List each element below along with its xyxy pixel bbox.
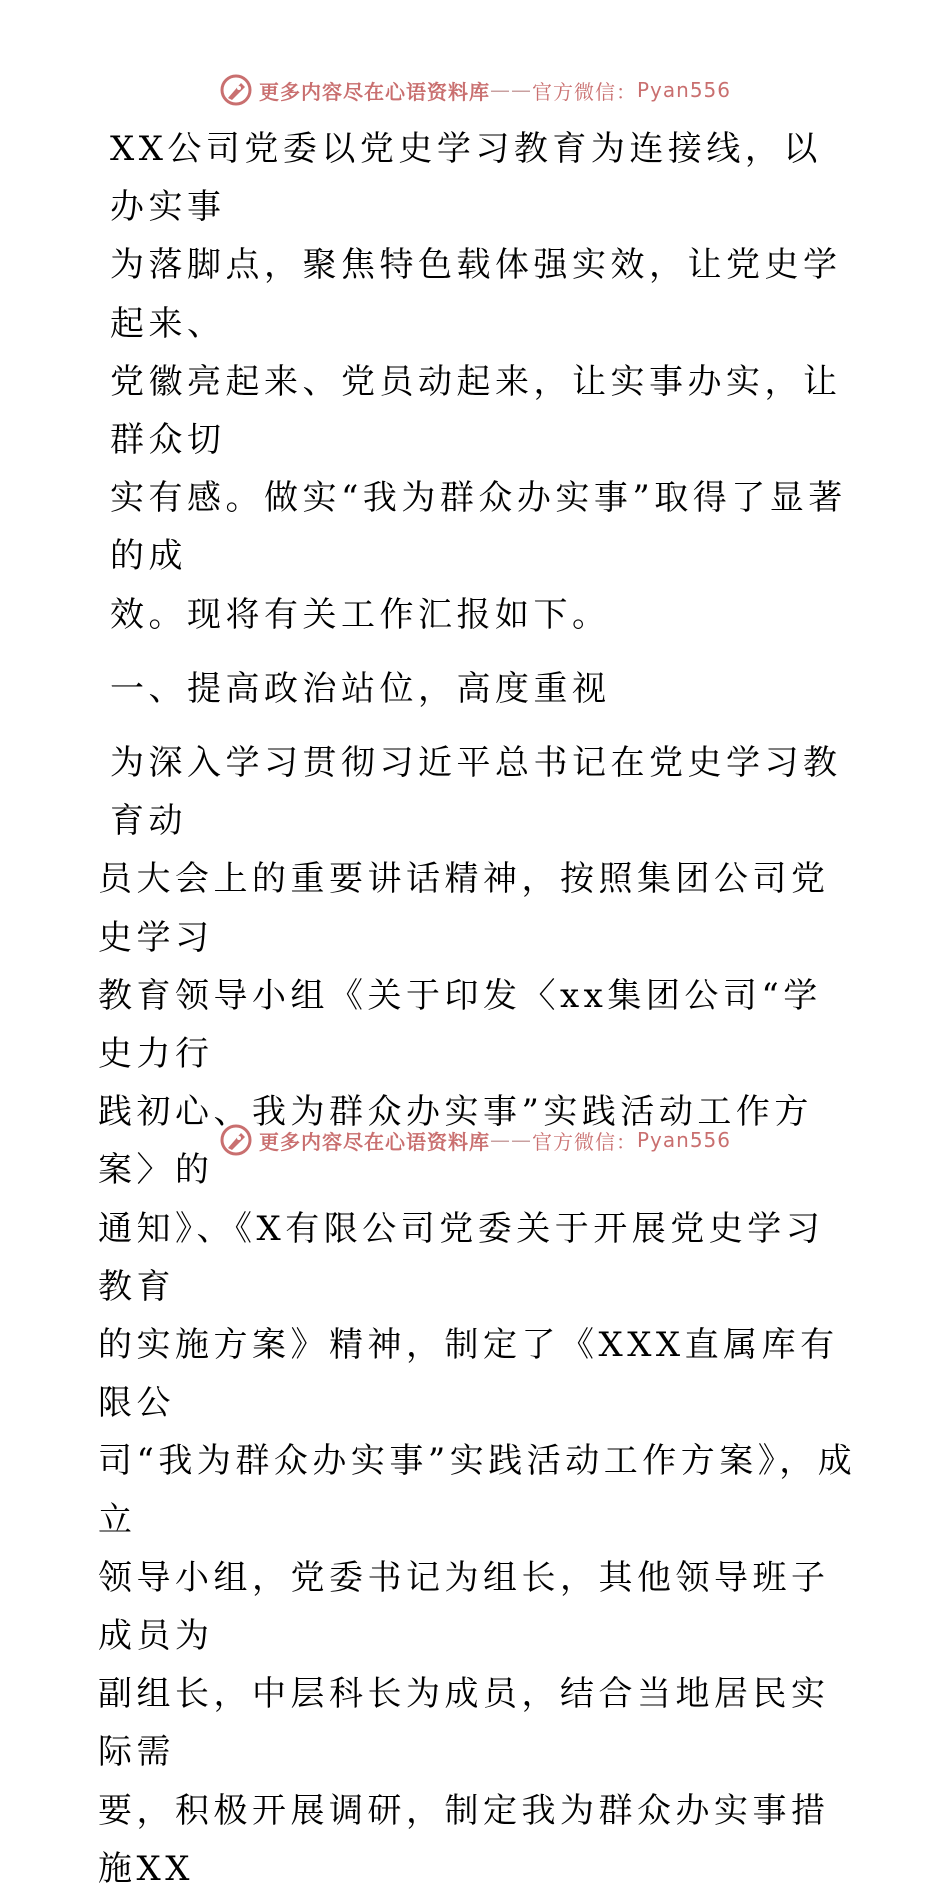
pen-nib-circle-logo-icon	[219, 1123, 253, 1157]
text-line: 员大会上的重要讲话精神，按照集团公司党史学习	[98, 859, 830, 958]
text-line: 一、提高政治站位，高度重视	[110, 668, 611, 709]
text-line: XX公司党委以党史学习教育为连接线，以办实事	[110, 129, 822, 228]
text-line: 通知》、《X有限公司党委关于开展党史学习教育	[98, 1208, 825, 1307]
text-line: 为落脚点，聚焦特色载体强实效，让党史学起来、	[110, 245, 842, 344]
banner-dash: ——	[489, 78, 532, 102]
text-line: 为深入学习贯彻习近平总书记在党史学习教育动	[110, 743, 842, 842]
text-line: 领导小组，党委书记为组长，其他领导班子成员为	[98, 1557, 830, 1657]
document-body	[98, 120, 858, 1898]
text-line: 效。现将有关工作汇报如下。	[110, 594, 611, 635]
pen-nib-circle-logo-icon	[219, 73, 253, 107]
banner-site-name: 更多内容尽在心语资料库	[258, 1129, 490, 1154]
text-line: 实有感。做实“我为群众办实事”取得了显著的成	[110, 478, 847, 577]
banner-dash: ——	[489, 1128, 532, 1152]
footer-watermark-banner	[0, 1120, 950, 1160]
text-line: 践初心、我为群众办实事”实践活动工作方案〉的	[98, 1092, 813, 1191]
banner-official-label: 官方微信：	[531, 1129, 637, 1154]
text-line: 党徽亮起来、党员动起来，让实事办实，让群众切	[110, 361, 842, 461]
text-line: 的实施方案》精神，制定了《XXX直属库有限公	[98, 1325, 839, 1424]
banner-official-label: 官方微信：	[531, 79, 637, 104]
text-line: 要，积极开展调研，制定我为群众办实事措施XX	[98, 1790, 830, 1889]
banner-site-name: 更多内容尽在心语资料库	[258, 79, 490, 104]
header-watermark-banner	[0, 70, 950, 110]
intro-paragraph	[98, 120, 858, 644]
body-paragraph	[98, 734, 858, 1898]
banner-wechat-id: Pyan556	[636, 78, 731, 102]
banner-wechat-id: Pyan556	[636, 1128, 731, 1152]
text-line: 司“我为群众办实事”实践活动工作方案》，成立	[98, 1441, 857, 1540]
text-line: 副组长，中层科长为成员，结合当地居民实际需	[98, 1674, 830, 1773]
section-heading	[98, 660, 858, 718]
text-line: 教育领导小组《关于印发〈xx集团公司“学史力行	[98, 975, 822, 1075]
